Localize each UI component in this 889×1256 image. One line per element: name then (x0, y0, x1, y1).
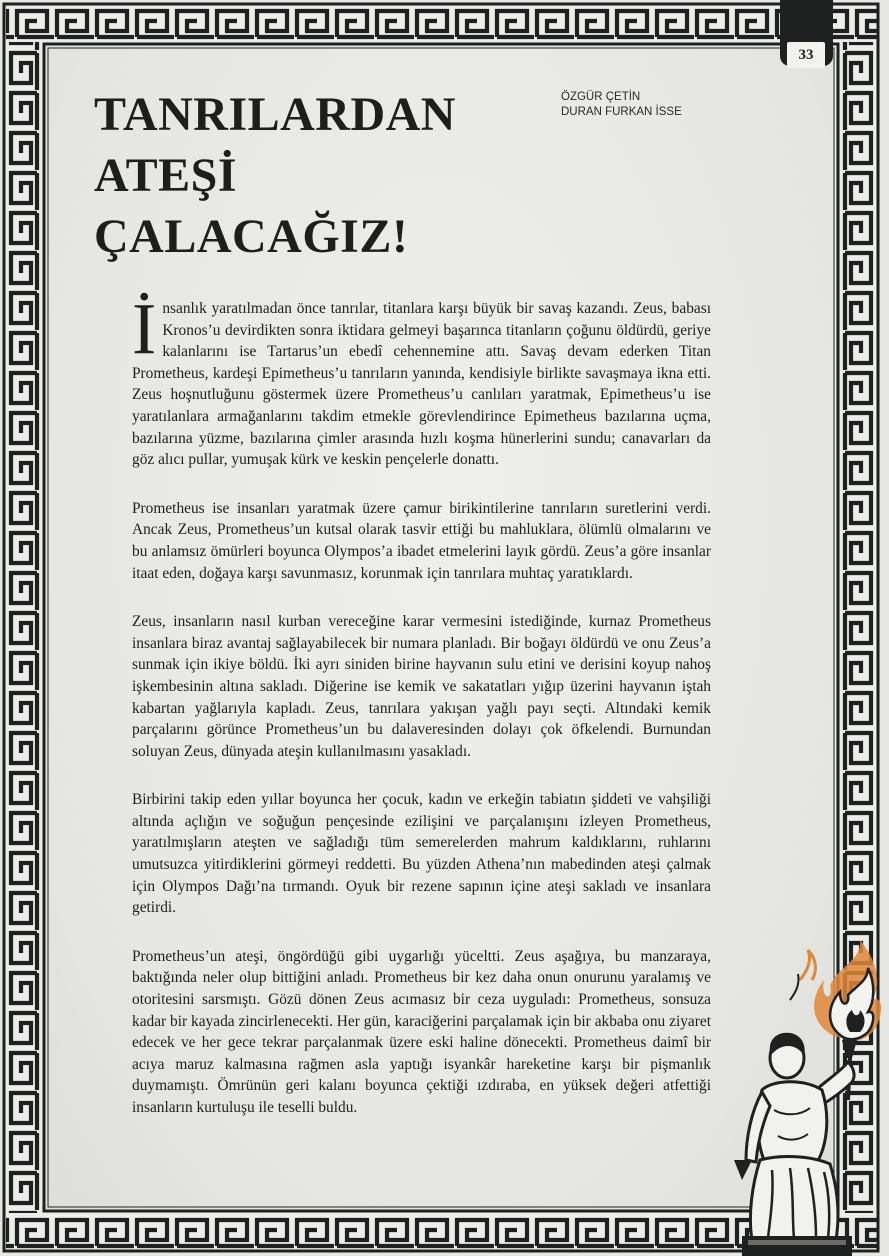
title-line: ATEŞİ (94, 149, 238, 202)
author-name: DURAN FURKAN İSSE (561, 106, 682, 118)
article-body (132, 288, 711, 1146)
paragraph-text: nsanlık yaratılmadan önce tanrılar, titanlara karşı büyük bir savaş kazandı. Zeus, babası Kronos’u devirdikten sonra iktidara gelmeyi başarınca titanların çoğunu öldürdü, geriye kalanlarını ise Tartarus’un ebedî cehennemine attı. Savaş devam ederken Titan Prometheus, kardeşi Epimetheus’u tanrıların yanında, kendisiyle birlikte savaşmaya ikna etti. Zeus hoşnutluğunu göstermek üzere Prometheus’u canlıları yaratmak, Epimetheus’u ise yaratılanlara armağanlarını takdim etmekle görevlendirince Epimetheus bazılarına uçma, bazılarına yüzme, bazılarına çimler arasında hızlı koşma hünerlerini sundu; canavarları da göz alıcı pullar, yumuşak kürk ve keskin pençelerle donattı. (132, 300, 711, 469)
article-paragraph (132, 288, 711, 471)
author-name: ÖZGÜR ÇETİN (561, 91, 641, 103)
page-number: 33 (787, 42, 825, 68)
author-credits (561, 90, 682, 120)
article-paragraph: Birbirini takip eden yıllar boyunca her çocuk, kadın ve erkeğin tabiatın şiddeti ve vahşiliği altında açlığın ve soğuğun pençesinde ezilişini ve parçalanışını izleyen Prometheus, yaratılmışların ateşten ve sağladığı tüm semerelerden mahrum kaldıklarını, ruhlarını umutsuzca yitirdiklerini görmeyi reddetti. Bu yüzden Athena’nın mabedinden ateşi çalmak için Olympos Dağı’na tırmandı. Oyuk bir rezene sapının içine ateşi sakladı ve insanlara getirdi. (132, 791, 711, 917)
drop-cap: İ (132, 288, 157, 369)
torch-flame-icon (790, 940, 881, 1041)
article-title (94, 84, 534, 267)
title-line: TANRILARDAN (94, 88, 456, 141)
article-paragraph: Prometheus’un ateşi, öngördüğü gibi uygarlığı yüceltti. Zeus aşağıya, bu manzaraya, baktığında neler olup bittiğini anladı. Prometheus bir kez daha onun onurunu yaralamış ve otoritesini sarsmıştı. Gözü dönen Zeus acımasız bir ceza uyguladı: Prometheus, sonsuza kadar bir kayada zincirlenecekti. Her gün, karaciğerini parçalamak için bir akbaba onu ziyaret edecek ve her gece tekrar parçalanmak üzere eski haline dönecekti. Prometheus daimî bir acıya maruz kalmasına rağmen asla yaptığı isyankâr hareketine karşı bir pişmanlık duymamıştı. Ömrünün geri kalanı boyunca çektiği ızdıraba, en yüksek değeri atfettiği insanların kurtuluşu ile teselli buldu. (132, 947, 711, 1116)
prometheus-statue-illustration (712, 940, 889, 1256)
article-paragraph: Prometheus ise insanları yaratmak üzere çamur birikintilerine tanrıların suretlerini verdi. Ancak Zeus, Prometheus’un kutsal olarak tasvir ettiği bu mahluklara, ölümlü olmalarını ve bu anlamsız ömürleri boyunca Olympos’a ibadet etmelerini layık gördü. Zeus’a göre insanlar itaat eden, doğaya karşı savunmasız, korunmak için tanrılara muhtaç yaratıklardı. (132, 499, 711, 582)
article-paragraph: Zeus, insanların nasıl kurban vereceğine karar vermesini istediğinde, kurnaz Prometheus insanlara biraz avantaj sağlayabilecek bir numara planladı. Bir boğayı öldürdü ve onu Zeus’a sunmak için ikiye böldü. İki ayrı siniden birine hayvanın sulu etini ve derisini koyup nahoş işkembesinin altına sakladı. Diğerine ise kemik ve sakatatları yığıp üzerini hayvanın iştah kabartan yağlarıyla kapladı. Zeus, tanrılara yakışan yağlı payı seçti. Altındaki kemik parçalarını görünce Prometheus’un bu dalaveresinden dolayı çok öfkelendi. Burnundan soluyan Zeus, dünyada ateşin kullanılmasını yasakladı. (132, 613, 711, 760)
title-line: ÇALACAĞIZ! (94, 210, 409, 263)
